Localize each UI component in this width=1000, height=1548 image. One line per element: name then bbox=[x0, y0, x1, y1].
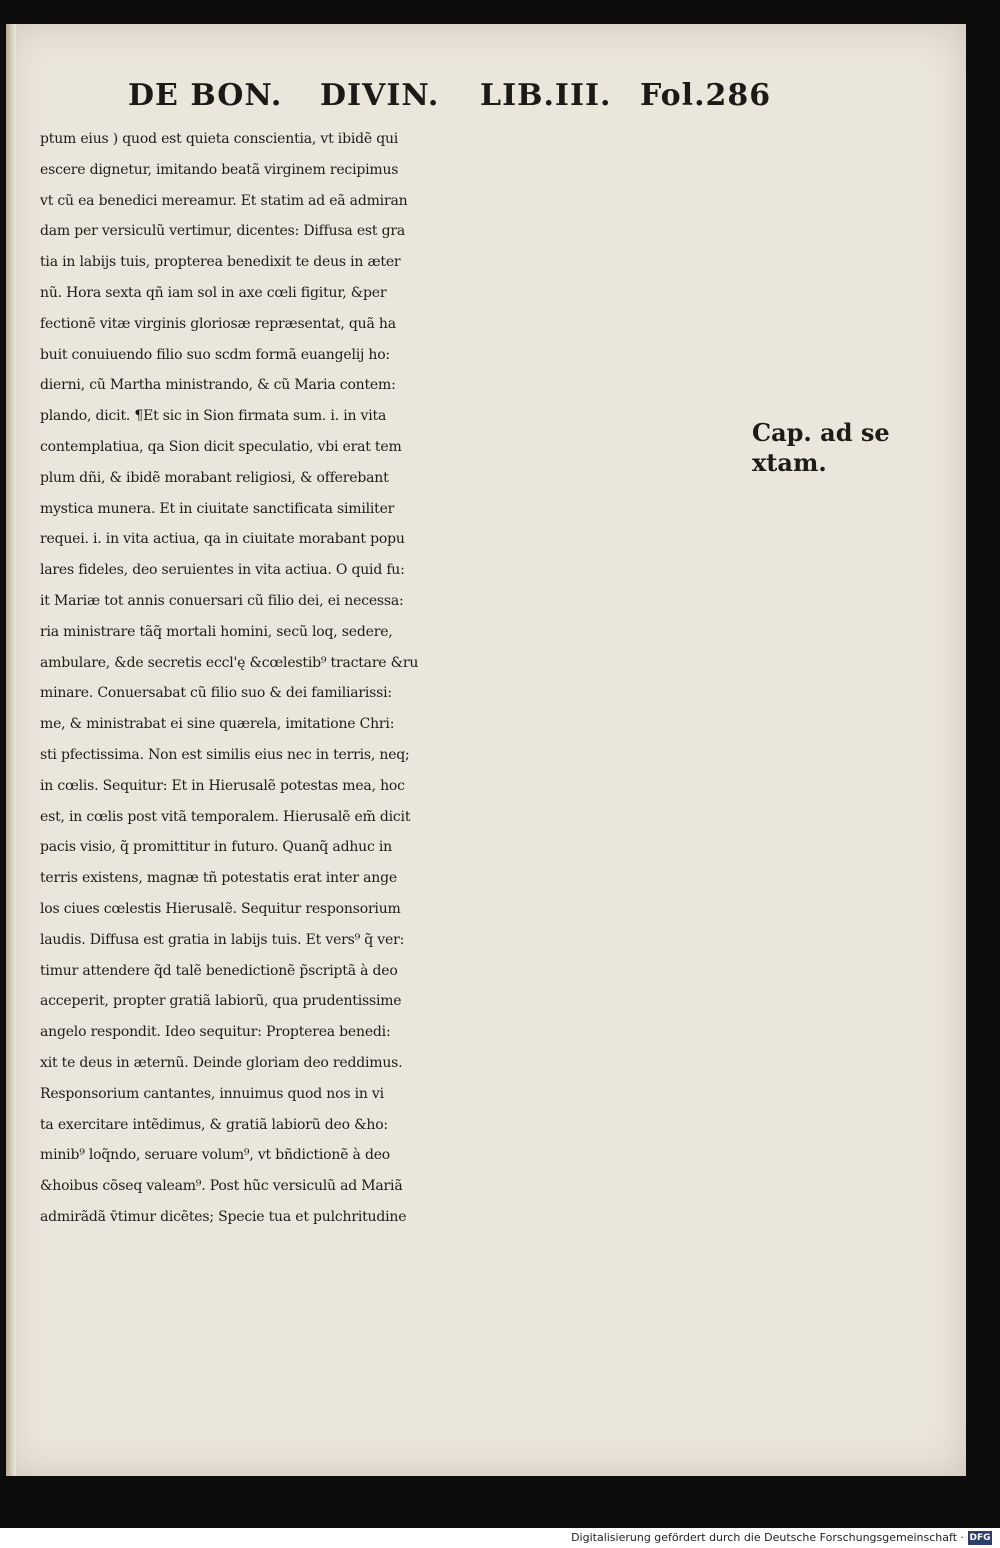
dfg-logo: DFG bbox=[969, 1533, 991, 1543]
text-line: est, in cœlis post vitã temporalem. Hierusalẽ em̃ dicit bbox=[40, 808, 411, 825]
text-line: laudis. Diffusa est gratia in labijs tuis. Et vers⁹ q̃ ver: bbox=[40, 931, 405, 948]
text-line: fectionẽ vitæ virginis gloriosæ repræsentat, quã ha bbox=[40, 315, 396, 332]
marginal-line-2: xtam. bbox=[752, 448, 827, 477]
header-part-2: DIVIN. bbox=[320, 78, 440, 113]
marginal-note bbox=[752, 418, 902, 478]
page-gutter-edge bbox=[6, 24, 16, 1476]
text-line: tia in labijs tuis, propterea benedixit te deus in æter bbox=[40, 254, 401, 271]
text-line: nũ. Hora sexta qñ iam sol in axe cœli figitur, &per bbox=[40, 284, 387, 301]
text-line: angelo respondit. Ideo sequitur: Propterea benedi: bbox=[40, 1024, 391, 1041]
text-line: in cœlis. Sequitur: Et in Hierusalẽ potestas mea, hoc bbox=[40, 777, 405, 794]
text-line: &hoibus cõseq valeam⁹. Post hũc versiculũ ad Mariã bbox=[40, 1178, 403, 1195]
text-line: Responsorium cantantes, innuimus quod nos in vi bbox=[40, 1085, 384, 1102]
text-line: buit conuiuendo filio suo scdm formã euangelij ho: bbox=[40, 346, 390, 363]
body-text bbox=[40, 124, 760, 1233]
text-line: mystica munera. Et in ciuitate sanctificata similiter bbox=[40, 500, 395, 517]
text-line: plum dñi, & ibidẽ morabant religiosi, & offerebant bbox=[40, 469, 389, 486]
funding-credit: Digitalisierung gefördert durch die Deutsche Forschungsgemeinschaft · bbox=[571, 1531, 964, 1544]
text-line: pacis visio, q̃ promittitur in futuro. Quanq̃ adhuc in bbox=[40, 839, 392, 856]
text-line: dam per versiculũ vertimur, dicentes: Diffusa est gra bbox=[40, 223, 405, 240]
text-line: lares fideles, deo seruientes in vita actiua. O quid fu: bbox=[40, 562, 405, 579]
text-line: me, & ministrabat ei sine quærela, imitatione Chri: bbox=[40, 716, 395, 733]
text-line: plando, dicit. ¶Et sic in Sion firmata sum. i. in vita bbox=[40, 408, 387, 425]
text-line: ptum eius ) quod est quieta conscientia, vt ibidẽ qui bbox=[40, 131, 399, 147]
text-line: contemplatiua, qa Sion dicit speculatio, vbi erat tem bbox=[40, 438, 402, 455]
marginal-line-1: Cap. ad se bbox=[752, 418, 890, 447]
header-part-1: DE BON. bbox=[128, 78, 283, 113]
text-line: los ciues cœlestis Hierusalẽ. Sequitur responsorium bbox=[40, 900, 401, 917]
text-line: requei. i. in vita actiua, qa in ciuitate morabant popu bbox=[40, 531, 405, 548]
folio-number: Fol.286 bbox=[640, 78, 772, 113]
text-line: admirãdã v̄timur dicẽtes; Specie tua et pulchritudine bbox=[40, 1208, 407, 1225]
text-line: ria ministrare tãq̃ mortali homini, secũ loq, sedere, bbox=[40, 623, 393, 640]
text-line: timur attendere q̃d talẽ benedictionẽ p̃scriptã à deo bbox=[40, 962, 398, 979]
text-line: minare. Conuersabat cũ filio suo & dei familiarissi: bbox=[40, 685, 392, 702]
text-line: minib⁹ loq̃ndo, seruare volum⁹, vt bñdictionẽ à deo bbox=[40, 1147, 391, 1164]
text-line: it Mariæ tot annis conuersari cũ filio dei, ei necessa: bbox=[40, 592, 404, 609]
text-line: vt cũ ea benedici mereamur. Et statim ad eã admiran bbox=[40, 192, 408, 209]
text-line: dierni, cũ Martha ministrando, & cũ Maria contem: bbox=[40, 377, 396, 394]
text-line: ambulare, &de secretis eccl'ę &cœlestib⁹ tractare &ru bbox=[40, 654, 419, 671]
footer-bar bbox=[0, 1528, 1000, 1548]
text-line: ta exercitare intẽdimus, & gratiã labiorũ deo &ho: bbox=[40, 1116, 388, 1133]
text-line: acceperit, propter gratiã labiorũ, qua prudentissime bbox=[40, 993, 402, 1010]
text-line: escere dignetur, imitando beatã virginem recipimus bbox=[40, 161, 399, 178]
text-line: sti pfectissima. Non est similis eius nec in terris, neq; bbox=[40, 746, 410, 763]
text-line: xit te deus in æternũ. Deinde gloriam deo reddimus. bbox=[40, 1054, 403, 1071]
text-line: terris existens, magnæ tñ potestatis erat inter ange bbox=[40, 870, 397, 887]
header-book-number: LIB.III. bbox=[480, 78, 612, 113]
running-header bbox=[120, 78, 772, 118]
